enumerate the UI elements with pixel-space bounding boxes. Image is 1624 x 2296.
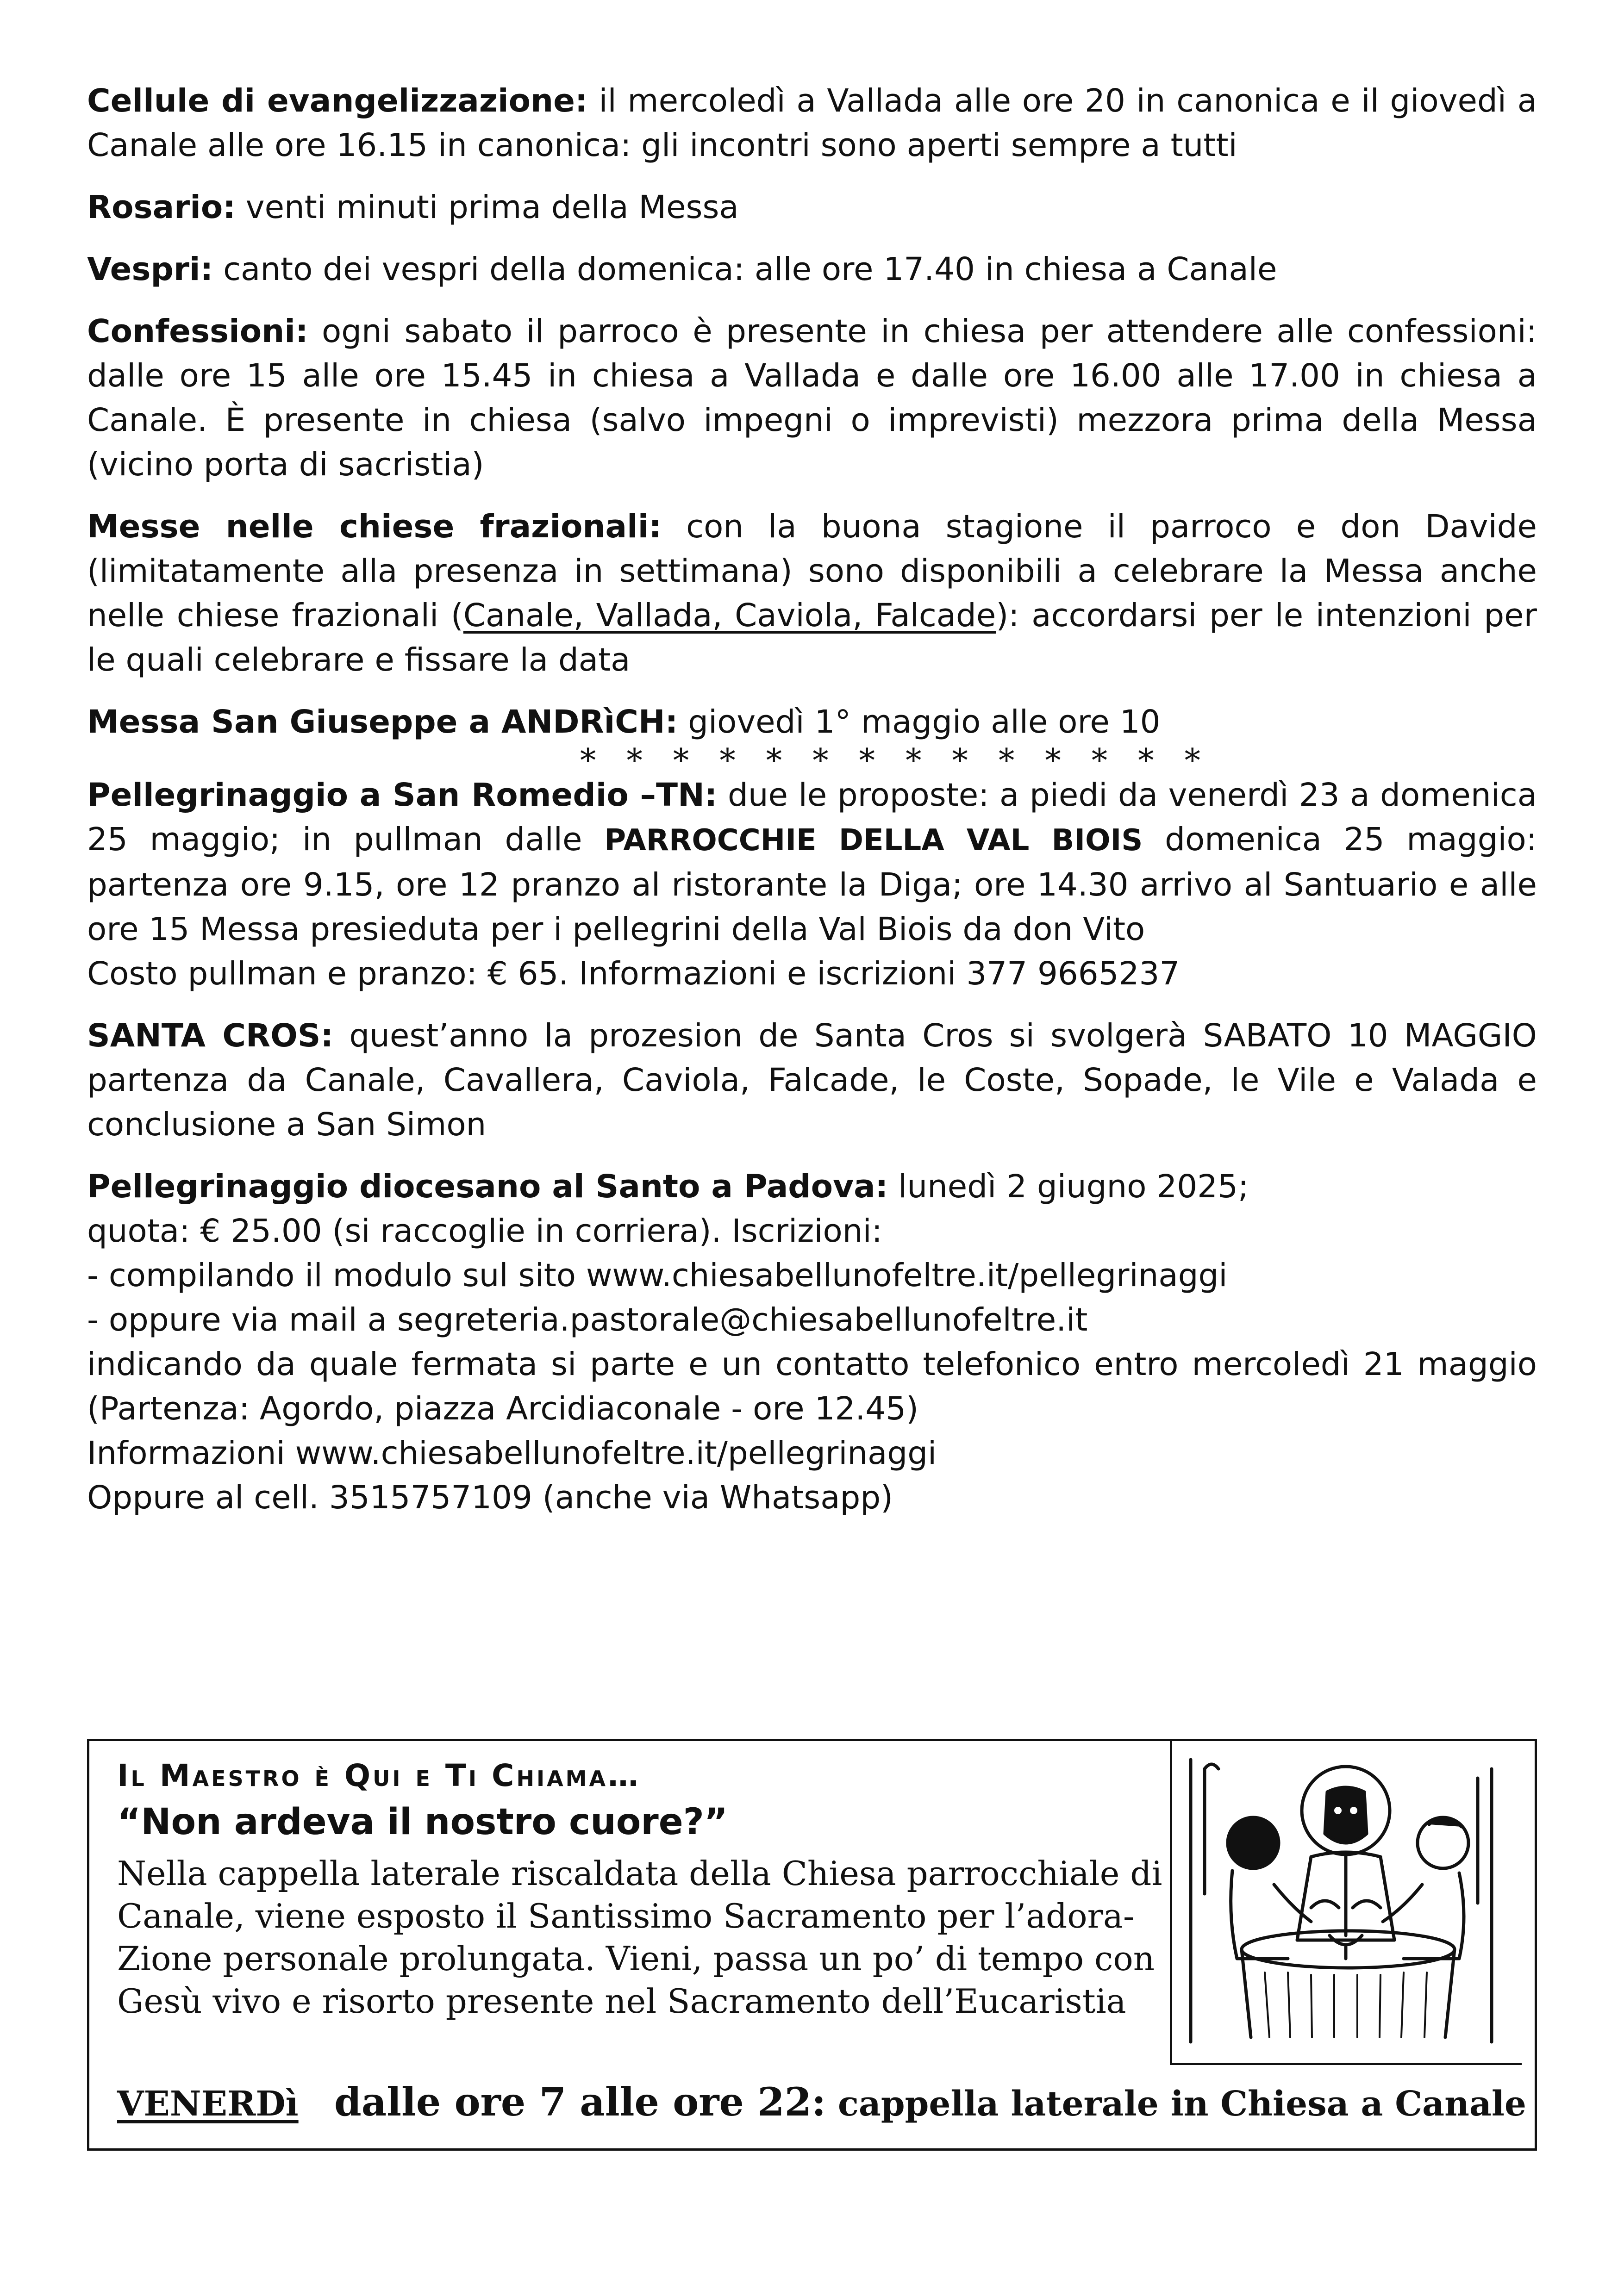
item-label: SANTA CROS: — [87, 1017, 334, 1054]
box-body-line: Nella cappella laterale riscaldata della Chiesa parrocchiale di — [117, 1854, 1162, 1893]
item-text: due le proposte: a piedi da venerdì 23 a domenica 25 maggio; in pullman dalle — [87, 777, 1537, 858]
item-text: domenica 25 maggio: partenza ore 9.15, ore 12 pranzo al ristorante la Diga; ore 14.30 arrivo al Santuario e alle ore 15 Messa presieduta per i pellegrini della Val Biois da don Vito — [87, 821, 1537, 948]
item-underlined-places: Canale, Vallada, Caviola, Falcade — [463, 597, 996, 634]
item-text: lunedì 2 giugno 2025; — [888, 1168, 1249, 1205]
item-label: Pellegrinaggio a San Romedio –TN: — [87, 777, 718, 814]
item-label: Messa San Giuseppe a ANDRìCH: — [87, 703, 678, 740]
item-text: canto dei vespri della domenica: alle ore 17.40 in chiesa a Canale — [213, 251, 1277, 288]
padova-site-link[interactable]: - compilando il modulo sul sito www.chiesabellunofeltre.it/pellegrinaggi — [87, 1257, 1228, 1294]
box-foot-day: VENERDì — [117, 2084, 299, 2124]
item-santa-cros — [87, 1014, 1537, 1147]
item-text: ): accordarsi per le intenzioni per le quali celebrare e fissare la data — [87, 597, 1537, 678]
item-text: con la buona stagione il parroco e don Davide (limitatamente alla presenza in settimana) sono disponibili a celebrare la Messa anche nelle chiese frazionali ( — [87, 508, 1537, 634]
emmaus-supper-icon — [1172, 1741, 1519, 2060]
item-messe-frazionali — [87, 504, 1537, 682]
item-text: il mercoledì a Vallada alle ore 20 in canonica e il giovedì a Canale alle ore 16.15 in canonica: gli incontri sono aperti sempre a tutti — [87, 82, 1537, 164]
separator-stars: * * * * * * * * * * * * * * — [580, 742, 1211, 779]
box-subtitle: “Non ardeva il nostro cuore?” — [117, 1801, 728, 1843]
item-padova — [87, 1164, 1537, 1520]
item-label: Vespri: — [87, 251, 213, 288]
item-text: venti minuti prima della Messa — [235, 189, 739, 226]
box-footer — [117, 2079, 1526, 2125]
box-title: Il Maestro è Qui e Ti Chiama… — [117, 1758, 641, 1793]
box-body-line: Gesù vivo e risorto presente nel Sacramento dell’Eucaristia — [117, 1982, 1126, 2021]
item-san-romedio — [87, 773, 1537, 952]
box-foot-place: cappella laterale in Chiesa a Canale — [837, 2084, 1527, 2124]
adoration-box — [87, 1739, 1537, 2151]
box-foot-time: dalle ore 7 alle ore 22: — [334, 2079, 826, 2125]
item-label: Pellegrinaggio diocesano al Santo a Padova: — [87, 1168, 888, 1205]
item-san-romedio-cost: Costo pullman e pranzo: € 65. Informazioni e iscrizioni 377 9665237 — [87, 955, 1180, 992]
padova-mail-link[interactable]: - oppure via mail a segreteria.pastorale@chiesabellunofeltre.it — [87, 1301, 1088, 1338]
padova-phone: Oppure al cell. 3515757109 (anche via Whatsapp) — [87, 1479, 893, 1516]
item-messa-andrich — [87, 700, 1537, 744]
emmaus-illustration — [1170, 1741, 1522, 2065]
item-text: ogni sabato il parroco è presente in chiesa per attendere alle confessioni: dalle ore 15 alle ore 15.45 in chiesa a Vallada e dalle ore 16.00 alle 17.00 in chiesa a Canale. È presente in chiesa (salvo impegni o imprevisti) mezzora prima della Messa (vicino porta di sacristia) — [87, 313, 1537, 483]
item-vespri — [87, 247, 1537, 292]
item-label: Rosario: — [87, 189, 236, 226]
item-bold-parishes: PARROCCHIE DELLA VAL BIOIS — [604, 823, 1143, 858]
bulletin-page — [87, 79, 1537, 1537]
item-label: Messe nelle chiese frazionali: — [87, 508, 662, 545]
padova-instructions: indicando da quale fermata si parte e un contatto telefonico entro mercoledì 21 maggio (Partenza: Agordo, piazza Arcidiaconale - ore 12.45) — [87, 1346, 1537, 1427]
item-text: giovedì 1° maggio alle ore 10 — [678, 703, 1161, 740]
padova-quota: quota: € 25.00 (si raccoglie in corriera). Iscrizioni: — [87, 1213, 882, 1250]
item-confessioni — [87, 309, 1537, 487]
item-rosario — [87, 185, 1537, 230]
box-body-line: Zione personale prolungata. Vieni, passa un po’ di tempo con — [117, 1939, 1155, 1978]
padova-info-link[interactable]: Informazioni www.chiesabellunofeltre.it/pellegrinaggi — [87, 1435, 937, 1472]
box-body — [117, 1852, 1247, 2022]
item-cellule — [87, 79, 1537, 168]
box-body-line: Canale, viene esposto il Santissimo Sacramento per l’adora- — [117, 1897, 1135, 1935]
item-label: Cellule di evangelizzazione: — [87, 82, 588, 119]
item-label: Confessioni: — [87, 313, 308, 350]
item-text: quest’anno la prozesion de Santa Cros si svolgerà SABATO 10 MAGGIO partenza da Canale, Cavallera, Caviola, Falcade, le Coste, Sopade, le Vile e Valada e conclusione a San Simon — [87, 1017, 1537, 1143]
